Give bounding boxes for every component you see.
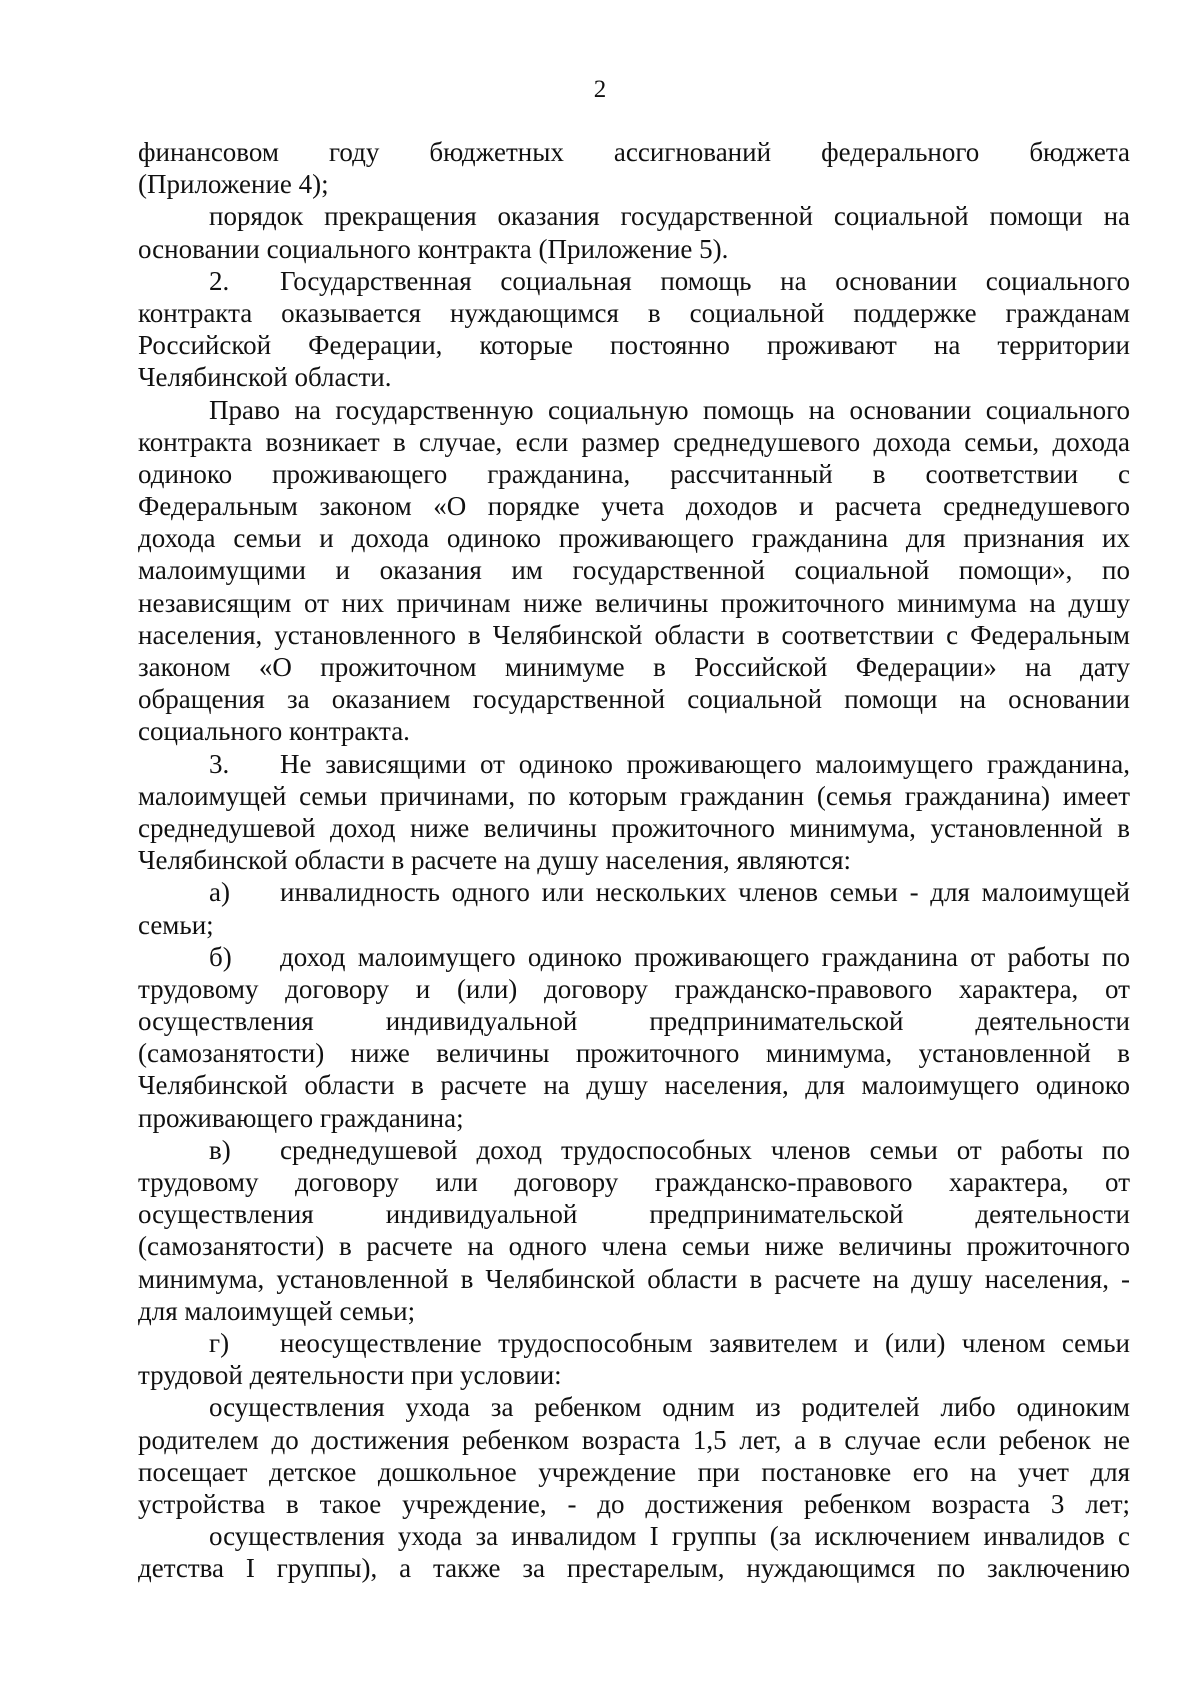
text-line: независящим от них причинам ниже величины прожиточного минимума на душу [138, 587, 1130, 618]
text-line: дохода семьи и дохода одиноко проживающего гражданина для признания их [138, 523, 1130, 554]
text-line: трудовому договору или договору гражданско-правового характера, от [138, 1167, 1130, 1197]
item-text: неосуществление трудоспособным заявителем и (или) членом семьи [280, 1327, 1130, 1358]
text-line [138, 748, 1130, 780]
item-text: среднедушевой доход трудоспособных членов семьи от работы по [280, 1134, 1130, 1165]
text-line [138, 941, 1130, 973]
item-marker: 2. [209, 265, 230, 296]
text-line: Челябинской области. [138, 362, 392, 393]
text-line: (самозанятости) в расчете на одного члена семьи ниже величины прожиточного [138, 1231, 1130, 1262]
text-line: контракта оказывается нуждающимся в социальной поддержке гражданам [138, 297, 1130, 328]
text-line: (Приложение 4); [138, 169, 329, 200]
text-line: семьи; [138, 909, 214, 940]
text-line: малоимущей семьи причинами, по которым гражданин (семья гражданина) имеет [138, 780, 1130, 811]
text-line: одиноко проживающего гражданина, рассчитанный в соответствии с [138, 458, 1130, 489]
item-marker: а) [209, 877, 230, 908]
item-text: Не зависящими от одиноко проживающего малоимущего гражданина, [280, 748, 1130, 779]
item-marker: в) [209, 1134, 231, 1165]
text-line [138, 265, 1130, 297]
text-line [138, 876, 1130, 908]
text-line: минимума, установленной в Челябинской области в расчете на душу населения, - [138, 1263, 1130, 1294]
text-line: Челябинской области в расчете на душу населения, для малоимущего одиноко [138, 1070, 1130, 1101]
text-line: основании социального контракта (Приложение 5). [138, 233, 729, 264]
item-text: доход малоимущего одиноко проживающего гражданина от работы по [280, 941, 1130, 972]
text-line: среднедушевой доход ниже величины прожиточного минимума, установленной в [138, 812, 1130, 843]
text-line: проживающего гражданина; [138, 1102, 464, 1133]
text-line: Федеральным законом «О порядке учета доходов и расчета среднедушевого [138, 491, 1130, 522]
text-line: Челябинской области в расчете на душу населения, являются: [138, 845, 852, 876]
text-line: осуществления ухода за инвалидом I группы (за исключением инвалидов с [209, 1521, 1130, 1552]
item-text: инвалидность одного или нескольких членов семьи - для малоимущей [280, 877, 1130, 908]
text-line: посещает детское дошкольное учреждение при постановке его на учет для [138, 1456, 1130, 1487]
text-line: малоимущими и оказания им государственной социальной помощи», по [138, 555, 1130, 586]
text-line: обращения за оказанием государственной социальной помощи на основании [138, 684, 1130, 715]
text-line: контракта возникает в случае, если размер среднедушевого дохода семьи, дохода [138, 426, 1130, 457]
text-line: Российской Федерации, которые постоянно проживают на территории [138, 330, 1130, 361]
text-line: детства I группы), а также за престарелым, нуждающимся по заключению [138, 1553, 1130, 1584]
text-line: осуществления ухода за ребенком одним из родителей либо одиноким [209, 1392, 1130, 1423]
text-line: Право на государственную социальную помощь на основании социального [209, 394, 1130, 425]
text-line: (самозанятости) ниже величины прожиточного минимума, установленной в [138, 1038, 1130, 1069]
text-line: порядок прекращения оказания государственной социальной помощи на [209, 201, 1130, 232]
item-marker: г) [209, 1327, 230, 1358]
item-text: Государственная социальная помощь на основании социального [280, 265, 1130, 296]
text-line [138, 1134, 1130, 1166]
text-line: финансовом году бюджетных ассигнований федерального бюджета [138, 137, 1130, 167]
text-line: населения, установленного в Челябинской области в соответствии с Федеральным [138, 619, 1130, 650]
text-line: социального контракта. [138, 716, 410, 747]
text-line: для малоимущей семьи; [138, 1295, 416, 1326]
text-line [138, 1327, 1130, 1359]
document-body [138, 136, 1130, 1584]
text-line: законом «О прожиточном минимуме в Российской Федерации» на дату [138, 652, 1130, 682]
page-number: 2 [593, 76, 607, 103]
item-marker: 3. [209, 748, 230, 779]
text-line: осуществления индивидуальной предпринимательской деятельности [138, 1006, 1130, 1037]
text-line: трудовому договору и (или) договору гражданско-правового характера, от [138, 973, 1130, 1004]
text-line: трудовой деятельности при условии: [138, 1360, 562, 1391]
text-line: устройства в такое учреждение, - до достижения ребенком возраста 3 лет; [138, 1488, 1130, 1519]
item-marker: б) [209, 941, 232, 972]
text-line: осуществления индивидуальной предпринимательской деятельности [138, 1199, 1130, 1230]
text-line: родителем до достижения ребенком возраста 1,5 лет, а в случае если ребенок не [138, 1424, 1130, 1455]
